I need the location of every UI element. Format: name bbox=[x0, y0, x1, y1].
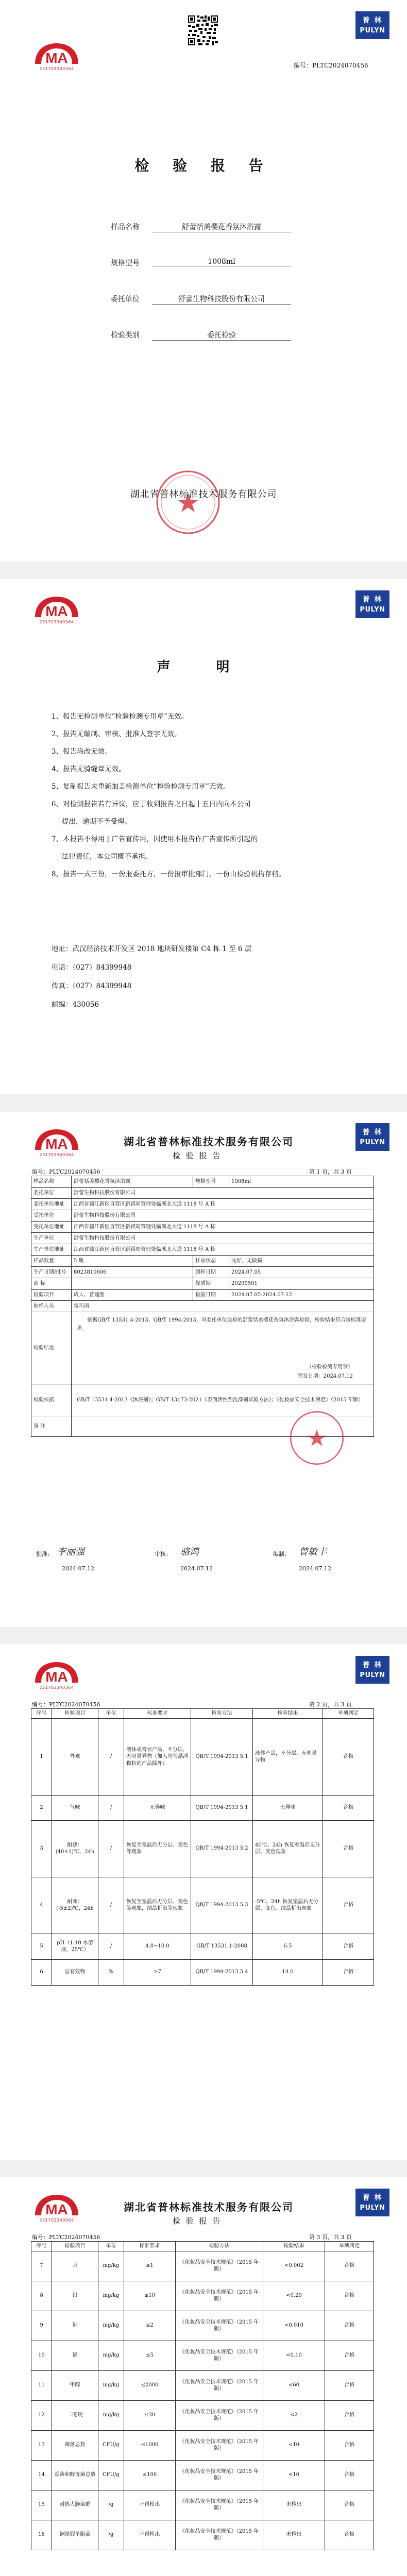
table-row: 受托单位地址 江西省赣江新区直管区新祺周管理处临溪北大道 1118 号 A 栋 bbox=[31, 1222, 374, 1233]
table-row: 生产单位地址 江西省赣江新区直管区新祺周管理处临溪北大道 1118 号 A 栋 bbox=[31, 1244, 374, 1256]
table-row: 11 甲醇 mg/kg ≤2000 《化妆品安全技术规范》（2015 年版） <60 合格 bbox=[31, 2370, 374, 2400]
remark-label: 备 注 bbox=[31, 1416, 72, 1437]
report-subtitle: 检 验 报 告 bbox=[173, 1151, 222, 1160]
svg-text:MA: MA bbox=[45, 2201, 68, 2217]
declaration-item: 2、报告无编制、审核、批准人签字无效。 bbox=[52, 730, 181, 738]
basis-text: GB/T 13531.4-2013《沐浴剂》；GB/T 13173-2021《表面活性剂洗涤剂试验方法》；《化妆品安全技术规范》（2015 年版） bbox=[72, 1384, 374, 1416]
ma-logo bbox=[31, 41, 82, 71]
cover-row-client: 委托单位 舒蕾生物科技股份有限公司 bbox=[111, 294, 296, 304]
table-row: 8 铅 mg/kg ≤10 《化妆品安全技术规范》（2015 年版） <0.20 合格 bbox=[31, 2281, 374, 2311]
signature-review-name: 骆鸿 bbox=[180, 1547, 199, 1557]
table-row bbox=[31, 1312, 374, 1384]
info-page bbox=[0, 1112, 407, 1627]
ma-logo: MA 231703340364 bbox=[31, 1660, 82, 1690]
table-row: 委托单位地址 江西省赣江新区直管区新祺周管理处临溪北大道 1118 号 A 栋 bbox=[31, 1199, 374, 1210]
ma-logo-icon bbox=[31, 2193, 82, 2217]
signature-review-date: 2024.07.12 bbox=[180, 1565, 213, 1572]
table-row: 9 砷 mg/kg ≤2 《化妆品安全技术规范》（2015 年版） <0.010 合格 bbox=[31, 2311, 374, 2341]
report-number: 编号：PLTC2024070456 bbox=[32, 1701, 100, 1708]
results-table-2 bbox=[31, 2241, 374, 2550]
ma-logo: MA 231703340364 bbox=[31, 2193, 82, 2223]
table-row: 3 耐热：(40±1)℃，24h / 恢复至室温后无分层、变色等现象 QB/T 1994-2013 5.2 40℃、24h 恢复室温后无分层、变色现象 合格 bbox=[31, 1820, 374, 1877]
table-row: 13 菌落总数 CFU/g ≤1000 《化妆品安全技术规范》（2015 年版） <10 合格 bbox=[31, 2430, 374, 2460]
page-gap bbox=[0, 2160, 407, 2177]
page-number: 第 1 页，共 3 页 bbox=[309, 1168, 352, 1175]
results-page-1 bbox=[0, 1645, 407, 2160]
conclusion-cell bbox=[72, 1312, 374, 1384]
table-row: 样品数量 5 瓶 样品状态 完好，无破损 bbox=[31, 1256, 374, 1267]
signature-approve-date: 2024.07.12 bbox=[62, 1565, 94, 1572]
signature-prepare-name: 曾敏丰 bbox=[299, 1547, 327, 1557]
table-row: 商 标 保质期 20290501 bbox=[31, 1278, 374, 1290]
table-row: 10 镉 mg/kg ≤5 《化妆品安全技术规范》（2015 年版） <0.10 合格 bbox=[31, 2341, 374, 2370]
table-header-row: 序号 检验项目 单位 标准要求 检验方法 检验结果 单项判定 bbox=[31, 2242, 374, 2251]
seal-icon bbox=[289, 1410, 345, 1466]
table-row: 委托单位 舒蕾生物科技股份有限公司 bbox=[31, 1188, 374, 1199]
ma-logo-icon bbox=[31, 1127, 82, 1152]
cover-row-sample-name: 样品名称 舒蕾恬美樱花香氛沐浴露 bbox=[111, 222, 296, 232]
org-name-header: 湖北省普林标准技术服务有限公司 bbox=[124, 1136, 294, 1148]
info-table bbox=[31, 1176, 374, 1437]
table-row: 检验项目 成人、普通型 检验日期 2024.07.05-2024.07.12 bbox=[31, 1290, 374, 1301]
ma-logo-icon bbox=[31, 41, 82, 66]
brand-cn: 普 林 bbox=[362, 16, 383, 25]
signature-approve: 批准： 李丽强 bbox=[36, 1550, 53, 1558]
declaration-item: 6、对检测报告若有异议，应于收到报告之日起十五日内向本公司 bbox=[52, 800, 251, 808]
contact-fax: 传真：（027）84399948 bbox=[52, 982, 132, 990]
cover-org-name: 湖北省普林标准技术服务有限公司 bbox=[130, 489, 277, 500]
table-row: 16 铜绿假单胞菌 /g 不得检出 《化妆品安全技术规范》（2015 年版） 未检出 合格 bbox=[31, 2520, 374, 2550]
ma-logo bbox=[31, 595, 82, 624]
declaration-list bbox=[52, 708, 361, 883]
declaration-item: 5、复制报告未重新加盖检测单位“检验检测专用章”无效。 bbox=[52, 783, 230, 791]
table-row: 受托单位 舒蕾生物科技股份有限公司 bbox=[31, 1210, 374, 1222]
signature-review: 审核： 骆鸿 bbox=[155, 1550, 172, 1558]
report-subtitle: 检 验 报 告 bbox=[173, 2216, 222, 2226]
cover-page bbox=[0, 0, 407, 562]
contact-phone: 电话：（027）84399948 bbox=[52, 963, 132, 972]
seal-icon bbox=[155, 469, 222, 536]
pulyn-brand-logo: 普 林 PULYN bbox=[355, 1123, 389, 1151]
page-number: 第 2 页，共 3 页 bbox=[309, 1701, 352, 1708]
table-row: 抽样人员 雷巧南 bbox=[31, 1301, 374, 1312]
signature-prepare: 编制： 曾敏丰 bbox=[273, 1550, 290, 1558]
contact-address: 地址：武汉经济技术开发区 2018 地块研发楼第 C4 栋 1 至 6 层 bbox=[52, 945, 252, 953]
table-header-row: 序号 检验项目 单位 标准要求 检验方法 检验结果 单项判定 bbox=[31, 1709, 374, 1719]
cover-row-spec: 规格型号 1008ml bbox=[111, 258, 296, 268]
page-gap bbox=[0, 1094, 407, 1112]
page-gap bbox=[0, 562, 407, 579]
brand-en: PULYN bbox=[360, 27, 385, 35]
report-number: 编号：PLTC2024070456 bbox=[294, 62, 368, 69]
table-row: 14 霉菌和酵母菌总数 CFU/g ≤100 《化妆品安全技术规范》（2015 年版） <10 合格 bbox=[31, 2460, 374, 2490]
contact-zip: 邮编：430056 bbox=[52, 1001, 99, 1009]
results-table bbox=[31, 1708, 374, 1986]
declaration-item: 提出，逾期不予受理。 bbox=[62, 818, 131, 826]
qr-code-icon bbox=[188, 15, 218, 45]
table-row: 6 总有效物 % ≥7 QB/T 1994-2013 5.4 14.0 合格 bbox=[31, 1959, 374, 1985]
pulyn-brand-logo: 普 林 PULYN bbox=[355, 590, 389, 618]
ma-logo: MA 231703340364 bbox=[31, 1127, 82, 1157]
table-row: 生产单位 舒蕾生物科技股份有限公司 bbox=[31, 1233, 374, 1244]
conclusion-date: 签发日期：2024.07.12 bbox=[297, 1373, 353, 1379]
table-row: 5 pH（1:10 水溶液，25℃） / 4.0~10.0 GB/T 13531.1-2008 6.5 合格 bbox=[31, 1934, 374, 1959]
table-row: 7 汞 mg/kg ≤1 《化妆品安全技术规范》（2015 年版） <0.002 合格 bbox=[31, 2251, 374, 2281]
page-number: 第 3 页，共 3 页 bbox=[309, 2234, 352, 2241]
declaration-title: 声 明 bbox=[157, 659, 250, 675]
pulyn-brand-logo: 普 林 PULYN bbox=[355, 1656, 389, 1684]
basis-label: 检验依据 bbox=[31, 1384, 72, 1416]
table-row: 生产日期/批号 8023810606 到样日期 2024.07.05 bbox=[31, 1267, 374, 1278]
report-number: 编号：PLTC2024070456 bbox=[32, 2234, 100, 2241]
declaration-item: 3、报告涂改无效。 bbox=[52, 748, 112, 756]
signature-approve-name: 李丽强 bbox=[57, 1547, 84, 1557]
declaration-item: 8、报告一式三份，一份报委托方，一份报审批部门，一份由检验机构存档。 bbox=[52, 870, 286, 878]
declaration-item: 法律责任，本公司概不承担。 bbox=[62, 853, 152, 861]
report-title: 检 验 报 告 bbox=[134, 157, 273, 174]
svg-text:MA: MA bbox=[45, 603, 68, 619]
report-number: 编号：PLTC2024070456 bbox=[32, 1168, 100, 1175]
table-row: 12 二噁烷 mg/kg ≤30 《化妆品安全技术规范》（2015 年版） <2 合格 bbox=[31, 2400, 374, 2430]
svg-text:MA: MA bbox=[45, 1669, 68, 1685]
conclusion-label: 检验结论 bbox=[31, 1312, 72, 1384]
svg-text:MA: MA bbox=[45, 50, 68, 66]
declaration-item: 7、本报告不得用于广告宣传用，因使用本报告作广告宣传所引起的 bbox=[52, 835, 258, 843]
conclusion-stamp-note: （检验检测专用章） bbox=[307, 1364, 353, 1370]
ma-logo-icon bbox=[31, 595, 82, 619]
org-name-header: 湖北省普林标准技术服务有限公司 bbox=[124, 2201, 294, 2213]
ma-logo-icon bbox=[31, 1660, 82, 1685]
table-row: 样品名称 舒蕾恬美樱花香氛沐浴露 规格型号 1008ml bbox=[31, 1176, 374, 1188]
declaration-item: 1、报告无检测单位“检验检测专用章”无效。 bbox=[52, 713, 189, 721]
official-seal bbox=[155, 469, 222, 538]
svg-text:MA: MA bbox=[45, 1136, 68, 1152]
official-seal bbox=[289, 1410, 345, 1468]
cover-row-category: 检验类别 委托检验 bbox=[111, 330, 296, 340]
ma-number: 231703340364 bbox=[39, 620, 74, 624]
page-gap bbox=[0, 1627, 407, 1645]
declaration-item: 4、报告无骑缝章无效。 bbox=[52, 765, 126, 773]
table-row: 2 气味 / 无异味 QB/T 1994-2013 5.1 无异味 合格 bbox=[31, 1795, 374, 1820]
qr-code bbox=[188, 15, 218, 47]
table-row: 4 耐寒：(-5±2)℃，24h / 恢复至室温后无分层、变色等现象，结晶析出等现象 QB/T 1994-2013 5.3 -5℃、24h 恢复室温后无分层、变色、结晶析出现象 合格 bbox=[31, 1877, 374, 1934]
contact-info bbox=[52, 940, 251, 1014]
signature-prepare-date: 2024.07.12 bbox=[299, 1565, 331, 1572]
ma-number: 231703340364 bbox=[39, 66, 74, 71]
table-row: 1 外观 / 液体或膏状产品，不分层，无明显异物（加入均匀悬浮颗粒的产品除外） QB/T 1994-2013 5.1 液体产品，不分层，无明显异物 合格 bbox=[31, 1718, 374, 1795]
declaration-page bbox=[0, 579, 407, 1094]
results-page-2 bbox=[0, 2177, 407, 2576]
pulyn-brand-logo bbox=[355, 11, 389, 39]
pulyn-brand-logo: 普 林 PULYN bbox=[355, 2189, 389, 2216]
conclusion-text: 依据GB/T 13531.4-2013、QB/T 1994-2013，对委托单位送检的舒蕾恬美樱花香氛沐浴露检验，检验结果符合该标准要求。 bbox=[77, 1317, 366, 1331]
table-row: 15 耐热大肠菌群 /g 不得检出 《化妆品安全技术规范》（2015 年版） 未检出 合格 bbox=[31, 2490, 374, 2520]
